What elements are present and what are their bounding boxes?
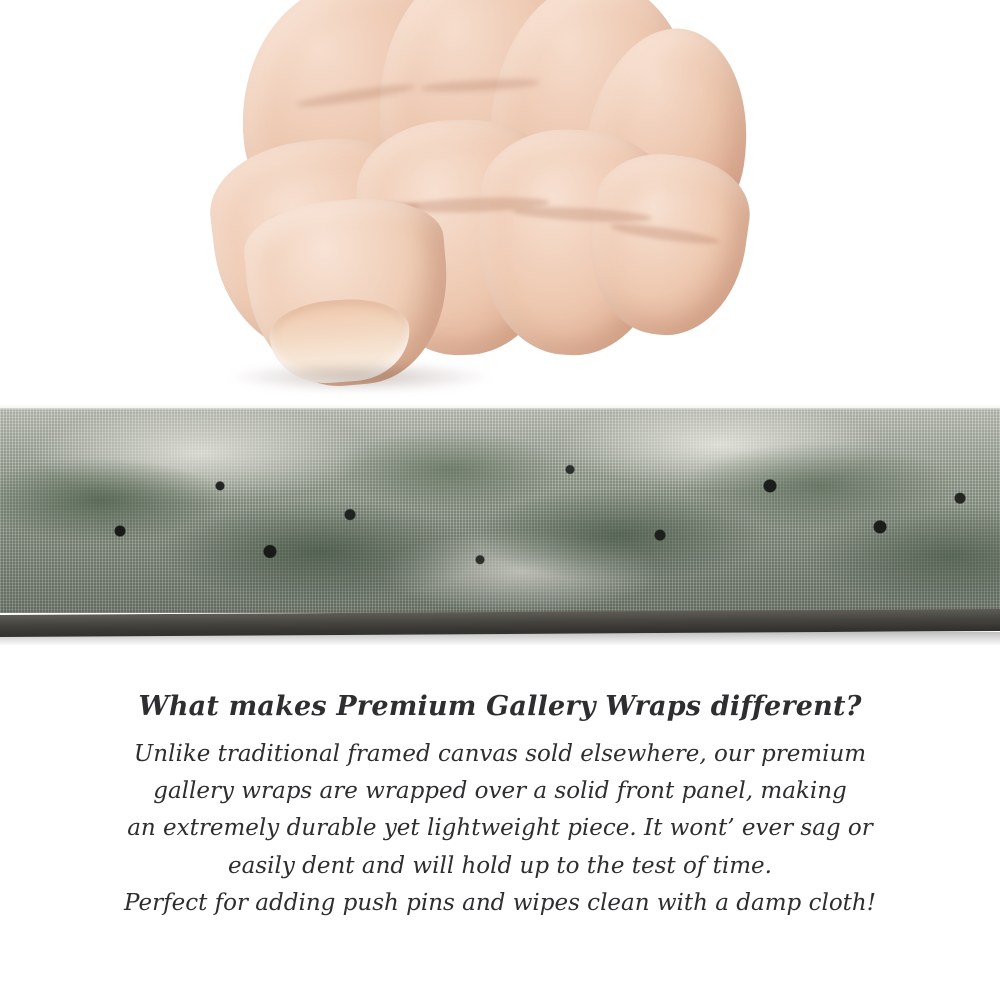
hand-graphic (120, 0, 720, 430)
caption-line: Unlike traditional framed canvas sold elsewhere, our premium (133, 740, 867, 767)
caption-line: Perfect for adding push pins and wipes clean with a damp cloth! (124, 889, 876, 916)
caption-body (0, 736, 1000, 922)
canvas-top-highlight (0, 404, 1000, 410)
caption-line: an extremely durable yet lightweight piece. It wont’ ever sag or (127, 815, 873, 842)
canvas-shading (0, 408, 1000, 613)
finger-contact-shadow (230, 362, 490, 392)
caption-heading: What makes Premium Gallery Wraps different? (138, 691, 862, 722)
caption-line: easily dent and will hold up to the test of time. (228, 852, 772, 879)
caption-line: gallery wraps are wrapped over a solid front panel, making (153, 778, 847, 804)
caption-block (0, 690, 1000, 922)
canvas-drop-shadow (0, 632, 1000, 645)
canvas-wrap-edge (0, 408, 1000, 613)
